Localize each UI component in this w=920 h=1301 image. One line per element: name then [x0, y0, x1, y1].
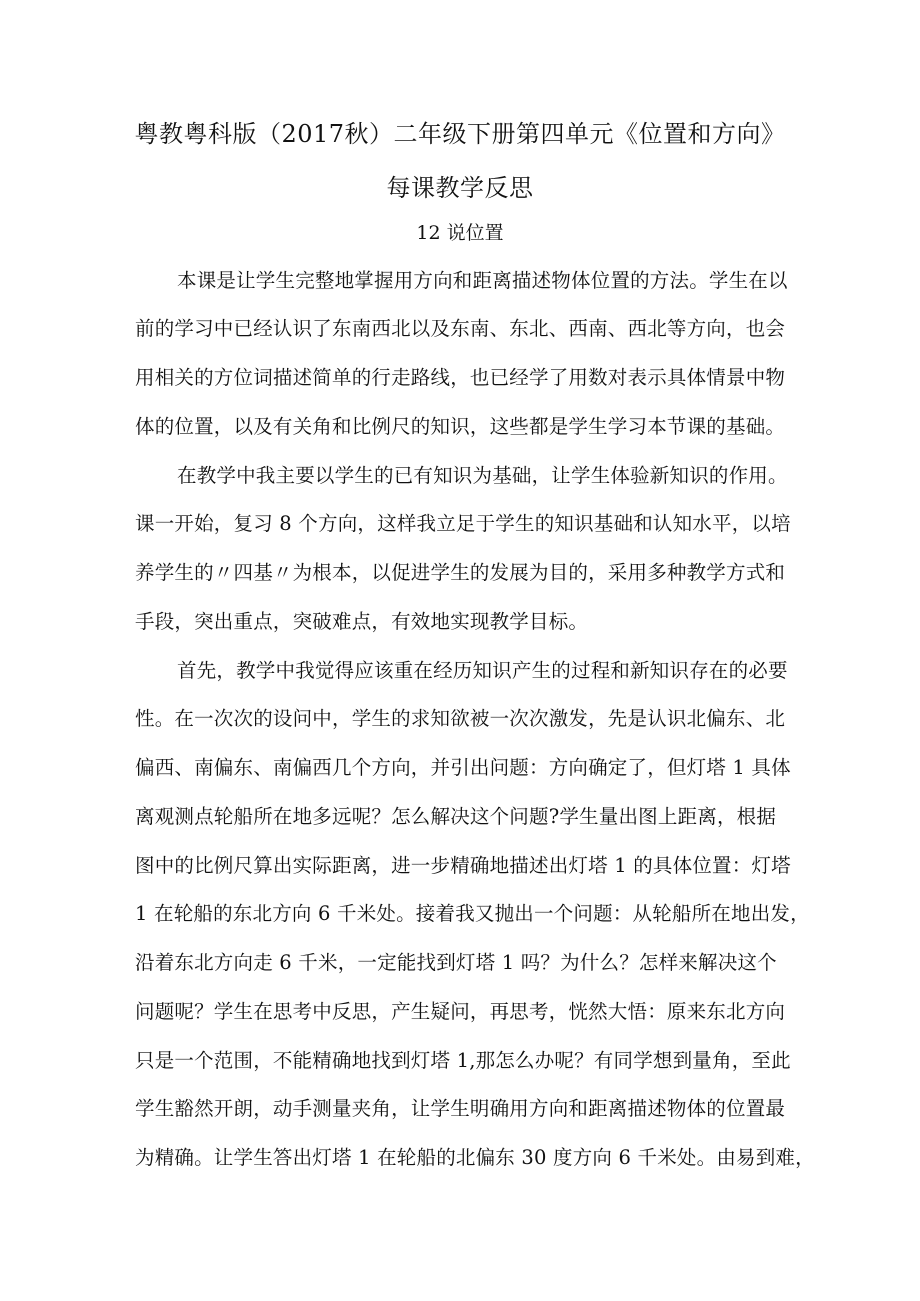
body-line: 只是一个范围，不能精确地找到灯塔 1,那怎么办呢？有同学想到量角，至此	[135, 1049, 791, 1072]
body-line: 沿着东北方向走 6 千米，一定能找到灯塔 1 吗？为什么？怎样来解决这个	[135, 951, 777, 974]
section-title: 12 说位置	[416, 222, 504, 244]
document-title-line2: 每课教学反思	[386, 174, 534, 202]
body-line: 问题呢？学生在思考中反思，产生疑问，再思考，恍然大悟：原来东北方向	[135, 1000, 786, 1023]
body-line: 课一开始，复习 8 个方向，这样我立足于学生的知识基础和认知水平，以培	[135, 512, 791, 535]
body-line: 偏西、南偏东、南偏西几个方向，并引出问题：方向确定了，但灯塔 1 具体	[135, 756, 791, 779]
body-line: 为精确。让学生答出灯塔 1 在轮船的北偏东 30 度方向 6 千米处。由易到难，	[135, 1146, 815, 1169]
body-line: 养学生的〃四基〃为根本，以促进学生的发展为目的，采用多种教学方式和	[135, 561, 786, 584]
body-line: 手段，突出重点，突破难点，有效地实现教学目标。	[135, 610, 589, 633]
body-line: 1 在轮船的东北方向 6 千米处。接着我又抛出一个问题：从轮船所在地出发，	[135, 902, 810, 925]
body-line: 本课是让学生完整地掌握用方向和距离描述物体位置的方法。学生在以	[177, 269, 788, 292]
body-line: 性。在一次次的设问中，学生的求知欲被一次次激发，先是认识北偏东、北	[135, 707, 786, 730]
document-title-line1: 粤教粤科版（2017秋）二年级下册第四单元《位置和方向》	[134, 120, 786, 148]
body-line: 离观测点轮船所在地多远呢？怎么解决这个问题?学生量出图上距离，根据	[135, 805, 777, 828]
body-line: 在教学中我主要以学生的已有知识为基础，让学生体验新知识的作用。	[177, 464, 788, 487]
body-line: 用相关的方位词描述简单的行走路线，也已经学了用数对表示具体情景中物	[135, 366, 786, 389]
body-line: 首先，教学中我觉得应该重在经历知识产生的过程和新知识存在的必要	[177, 659, 788, 682]
body-line: 学生豁然开朗，动手测量夹角，让学生明确用方向和距离描述物体的位置最	[135, 1097, 786, 1120]
body-line: 前的学习中已经认识了东南西北以及东南、东北、西南、西北等方向，也会	[135, 317, 786, 340]
body-line: 图中的比例尺算出实际距离，进一步精确地描述出灯塔 1 的具体位置：灯塔	[135, 854, 791, 877]
body-line: 体的位置，以及有关角和比例尺的知识，这些都是学生学习本节课的基础。	[135, 415, 786, 438]
